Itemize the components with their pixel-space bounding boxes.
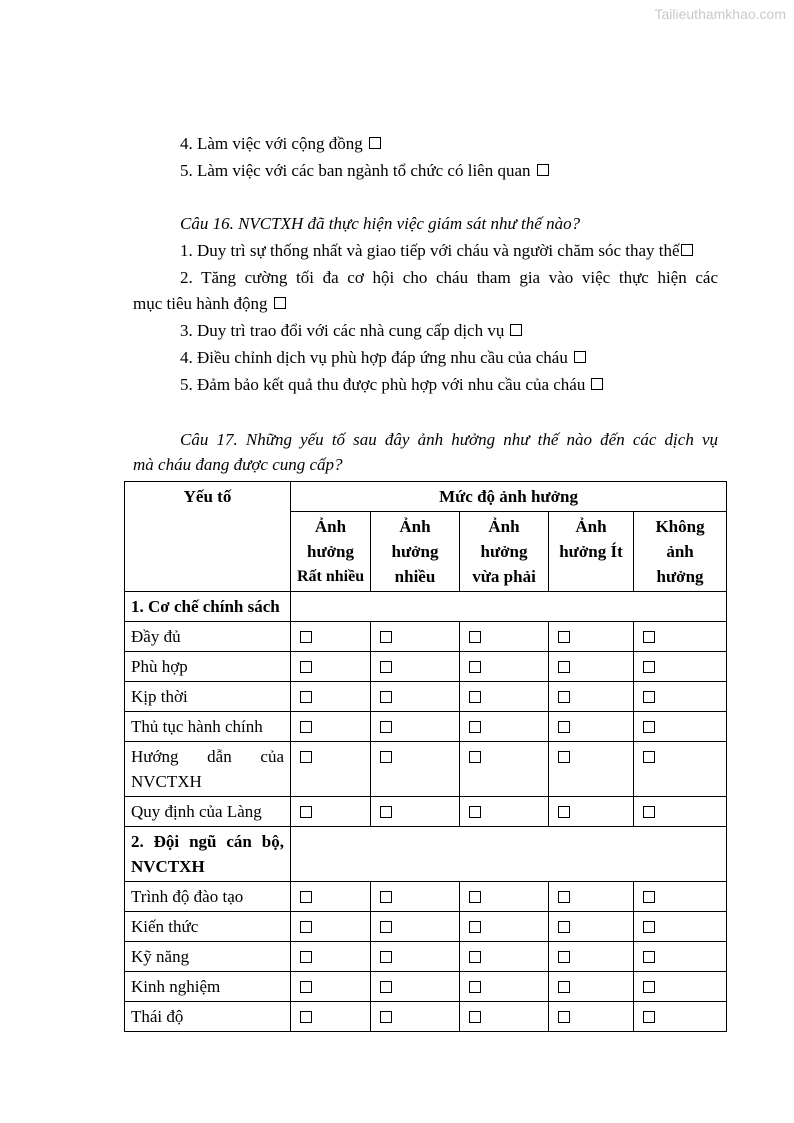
- checkbox[interactable]: [380, 891, 392, 903]
- checkbox[interactable]: [537, 164, 549, 176]
- checkbox[interactable]: [469, 691, 481, 703]
- checkbox[interactable]: [558, 981, 570, 993]
- checkbox[interactable]: [380, 951, 392, 963]
- checkbox[interactable]: [300, 661, 312, 673]
- table-row: [125, 622, 727, 652]
- checkbox[interactable]: [643, 921, 655, 933]
- checkbox[interactable]: [380, 806, 392, 818]
- checkbox[interactable]: [643, 661, 655, 673]
- checkbox[interactable]: [643, 721, 655, 733]
- checkbox[interactable]: [369, 137, 381, 149]
- impact-table: [124, 481, 727, 1032]
- table-row: [125, 652, 727, 682]
- checkbox[interactable]: [300, 721, 312, 733]
- table-row: [125, 712, 727, 742]
- checkbox[interactable]: [643, 951, 655, 963]
- intro-item-4: 4. Làm việc với cộng đồng: [180, 133, 381, 155]
- q16-item-1: 1. Duy trì sự thống nhất và giao tiếp với cháu và người chăm sóc thay thế: [180, 240, 693, 262]
- row-label: Kinh nghiệm: [125, 972, 291, 1002]
- checkbox[interactable]: [643, 806, 655, 818]
- checkbox[interactable]: [380, 751, 392, 763]
- q16-item-5: 5. Đảm bảo kết quả thu được phù hợp với nhu cầu của cháu: [180, 374, 603, 396]
- checkbox[interactable]: [380, 921, 392, 933]
- header-impact-level: Mức độ ảnh hưởng: [291, 482, 727, 512]
- checkbox[interactable]: [469, 981, 481, 993]
- table-row: [125, 1002, 727, 1032]
- checkbox[interactable]: [300, 691, 312, 703]
- level-moderate: Ảnh hưởng vừa phải: [460, 512, 549, 592]
- table-row: [125, 742, 727, 797]
- checkbox[interactable]: [643, 631, 655, 643]
- row-label: Phù hợp: [125, 652, 291, 682]
- checkbox[interactable]: [380, 691, 392, 703]
- row-label: Đầy đủ: [125, 622, 291, 652]
- checkbox[interactable]: [380, 721, 392, 733]
- question-17-line-2: mà cháu đang được cung cấp?: [133, 455, 343, 474]
- level-very-much: Ảnh hưởng Rất nhiều: [291, 512, 371, 592]
- q16-item-4: 4. Điều chỉnh dịch vụ phù hợp đáp ứng nhu cầu của cháu: [180, 347, 586, 369]
- checkbox[interactable]: [469, 631, 481, 643]
- checkbox[interactable]: [300, 631, 312, 643]
- checkbox[interactable]: [558, 751, 570, 763]
- checkbox[interactable]: [300, 1011, 312, 1023]
- checkbox[interactable]: [469, 891, 481, 903]
- checkbox[interactable]: [380, 1011, 392, 1023]
- row-label: Trình độ đào tạo: [125, 882, 291, 912]
- watermark: Tailieuthamkhao.com: [654, 6, 786, 22]
- checkbox[interactable]: [558, 951, 570, 963]
- q16-item-3: 3. Duy trì trao đổi với các nhà cung cấp dịch vụ: [180, 320, 522, 342]
- q16-item-2-line-1: 2. Tăng cường tối đa cơ hội cho cháu tham gia vào việc thực hiện các: [180, 268, 718, 287]
- table-row: [125, 972, 727, 1002]
- intro-item-5: 5. Làm việc với các ban ngành tổ chức có liên quan: [180, 160, 549, 182]
- checkbox[interactable]: [380, 661, 392, 673]
- checkbox[interactable]: [469, 721, 481, 733]
- checkbox[interactable]: [558, 891, 570, 903]
- checkbox[interactable]: [558, 921, 570, 933]
- level-none: Không ảnh hưởng: [634, 512, 727, 592]
- level-little: Ảnh hưởng Ít: [549, 512, 634, 592]
- checkbox[interactable]: [469, 661, 481, 673]
- checkbox[interactable]: [643, 981, 655, 993]
- row-label: Kiến thức: [125, 912, 291, 942]
- checkbox[interactable]: [558, 1011, 570, 1023]
- checkbox[interactable]: [558, 661, 570, 673]
- checkbox[interactable]: [643, 691, 655, 703]
- level-much: Ảnh hưởng nhiều: [371, 512, 460, 592]
- table-row: [125, 912, 727, 942]
- header-factor: Yếu tố: [125, 482, 291, 592]
- row-label: Kỹ năng: [125, 942, 291, 972]
- row-label: Kịp thời: [125, 682, 291, 712]
- checkbox[interactable]: [643, 891, 655, 903]
- checkbox[interactable]: [469, 806, 481, 818]
- row-label: Quy định của Làng: [125, 797, 291, 827]
- checkbox[interactable]: [558, 691, 570, 703]
- checkbox[interactable]: [681, 244, 693, 256]
- table-row: [125, 942, 727, 972]
- checkbox[interactable]: [643, 1011, 655, 1023]
- checkbox[interactable]: [380, 981, 392, 993]
- question-16: Câu 16. NVCTXH đã thực hiện việc giám sát như thế nào?: [180, 214, 581, 233]
- checkbox[interactable]: [300, 951, 312, 963]
- checkbox[interactable]: [643, 751, 655, 763]
- table-row: [125, 882, 727, 912]
- checkbox[interactable]: [300, 806, 312, 818]
- section-staff: 2. Đội ngũ cán bộ, NVCTXH: [125, 827, 291, 882]
- checkbox[interactable]: [274, 297, 286, 309]
- checkbox[interactable]: [469, 951, 481, 963]
- checkbox[interactable]: [510, 324, 522, 336]
- row-label: Thái độ: [125, 1002, 291, 1032]
- checkbox[interactable]: [300, 751, 312, 763]
- row-label: Hướng dẫn của NVCTXH: [125, 742, 291, 797]
- checkbox[interactable]: [558, 631, 570, 643]
- question-17-line-1: Câu 17. Những yếu tố sau đây ảnh hưởng như thế nào đến các dịch vụ: [180, 430, 718, 449]
- table-row: [125, 797, 727, 827]
- checkbox[interactable]: [558, 806, 570, 818]
- checkbox[interactable]: [300, 981, 312, 993]
- checkbox[interactable]: [591, 378, 603, 390]
- row-label: Thủ tục hành chính: [125, 712, 291, 742]
- q16-item-2-line-2: mục tiêu hành động: [133, 293, 286, 315]
- checkbox[interactable]: [300, 891, 312, 903]
- checkbox[interactable]: [300, 921, 312, 933]
- checkbox[interactable]: [469, 751, 481, 763]
- checkbox[interactable]: [469, 1011, 481, 1023]
- checkbox[interactable]: [380, 631, 392, 643]
- checkbox[interactable]: [558, 721, 570, 733]
- section-policy: 1. Cơ chế chính sách: [125, 592, 291, 622]
- table-row: [125, 682, 727, 712]
- checkbox[interactable]: [469, 921, 481, 933]
- checkbox[interactable]: [574, 351, 586, 363]
